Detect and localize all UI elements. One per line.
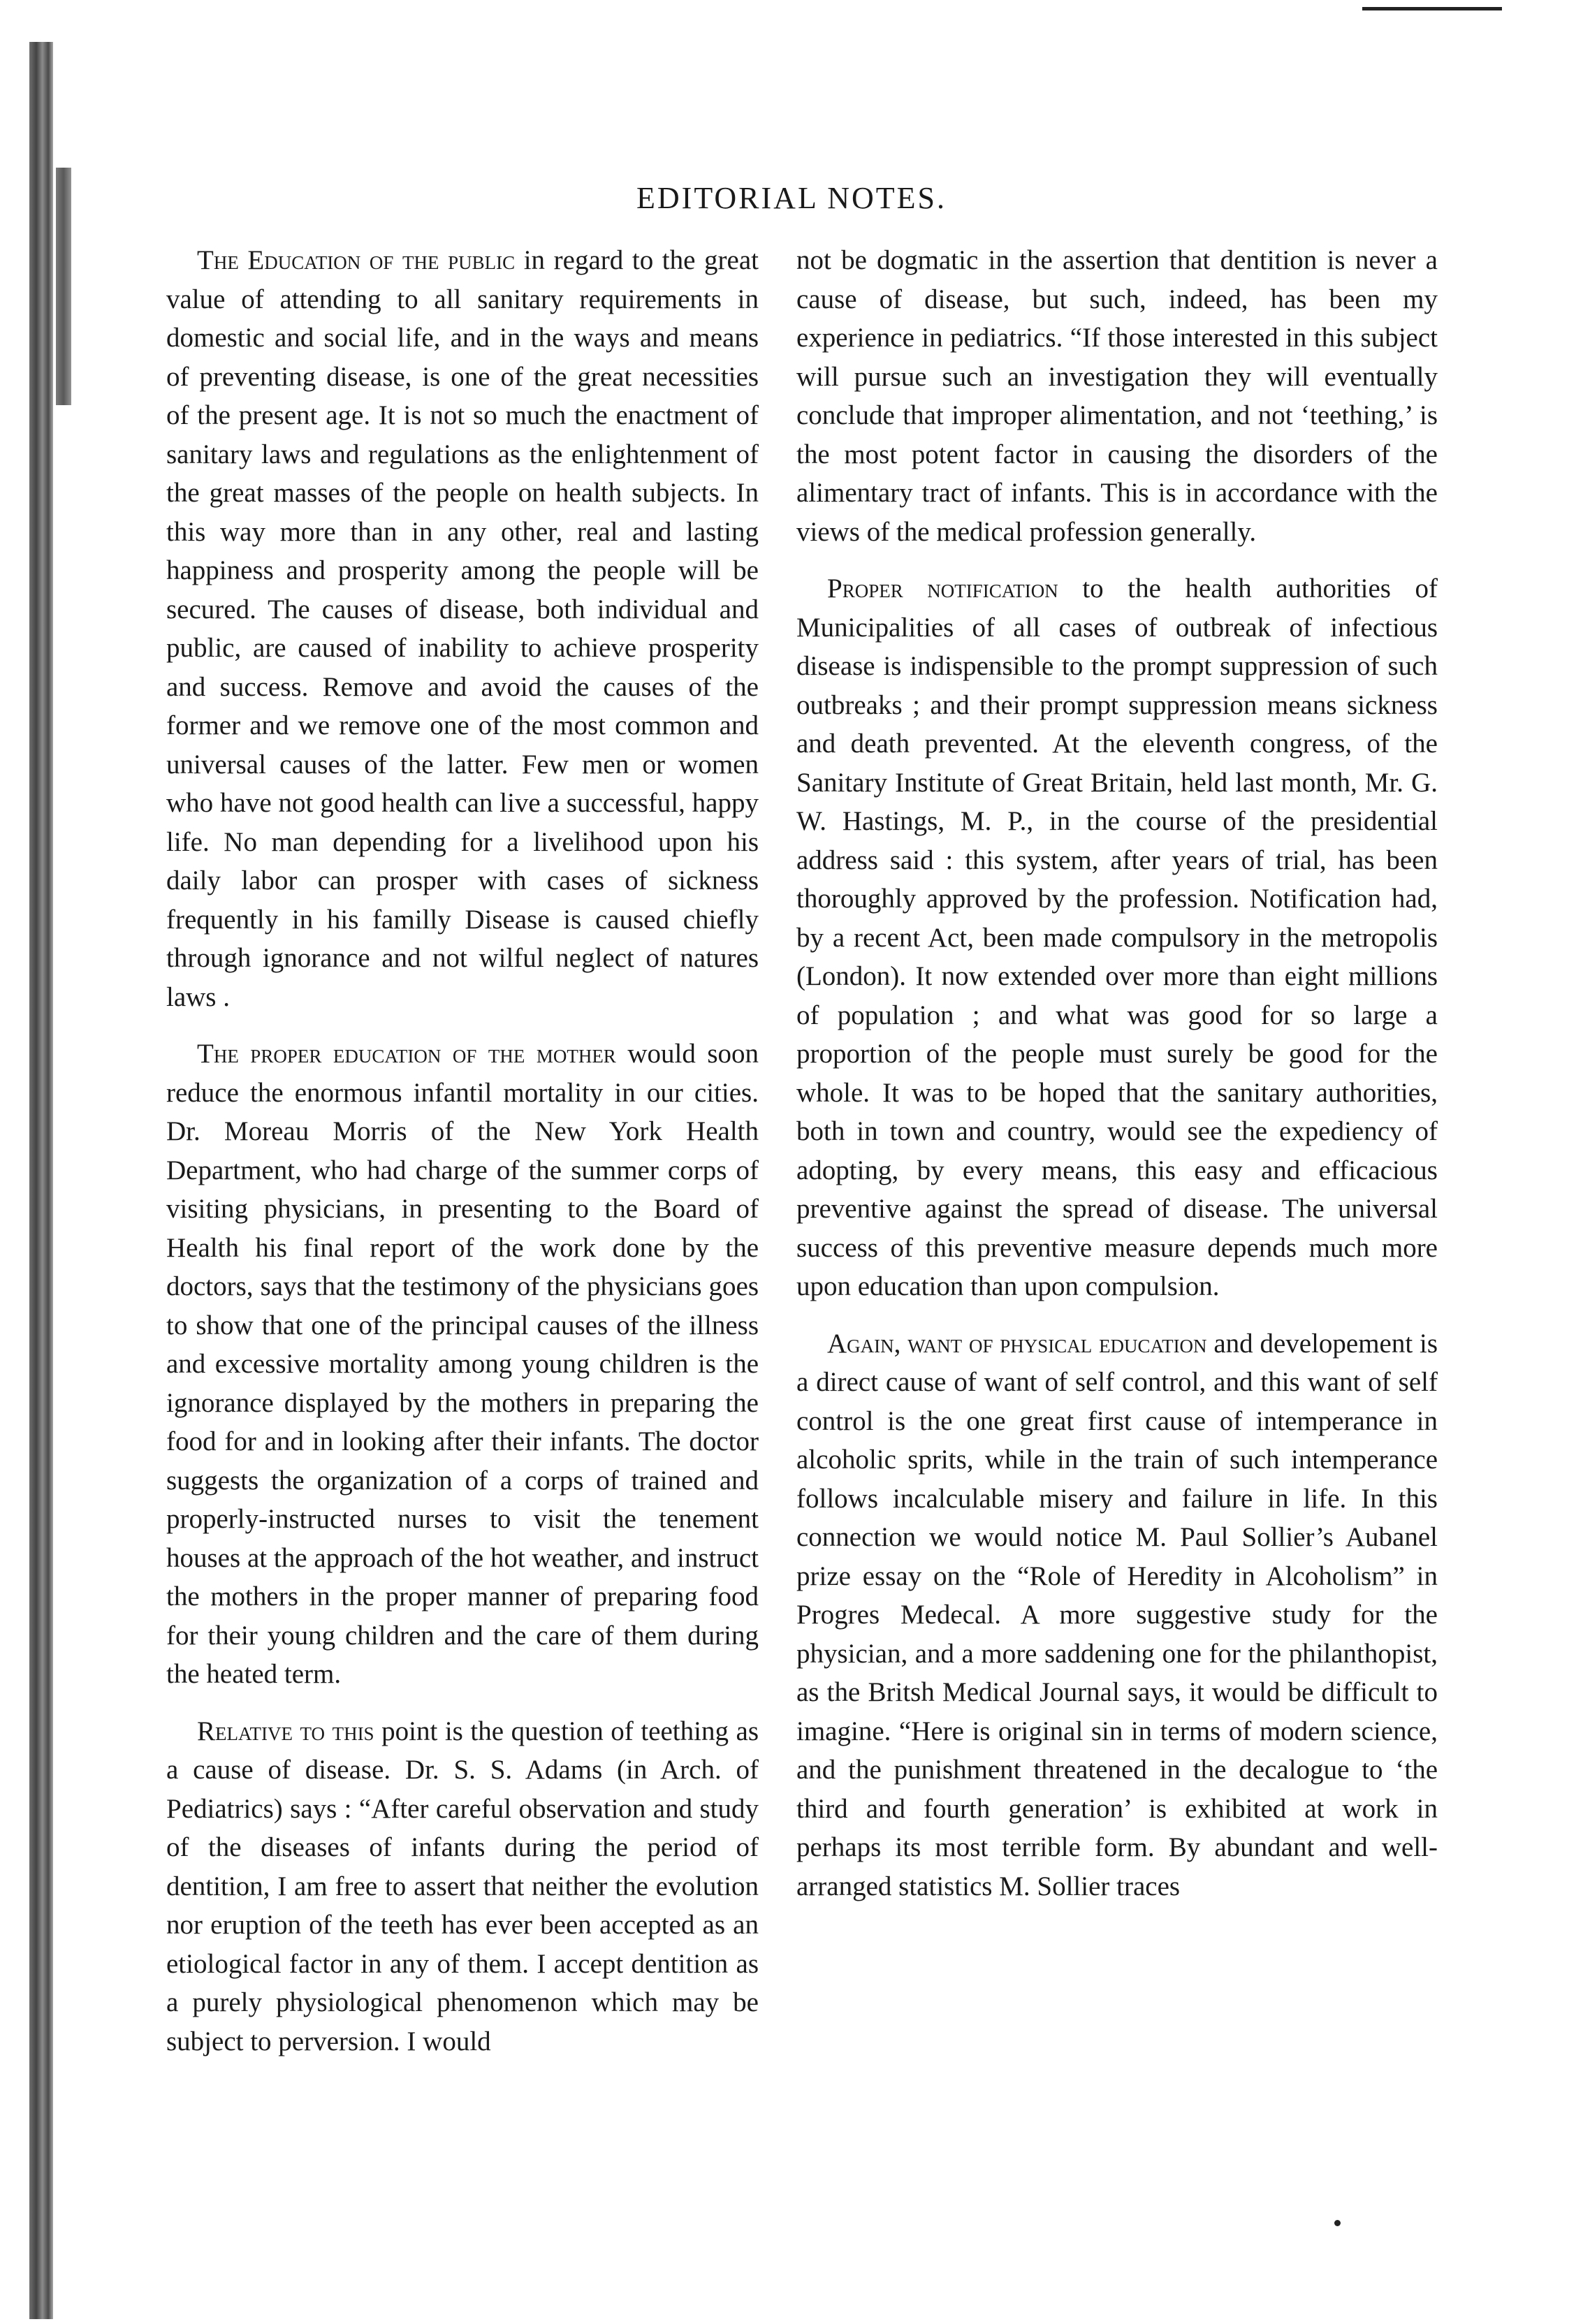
paragraph-lead: Proper notification bbox=[827, 573, 1058, 604]
paragraph-lead: The proper education of the mother bbox=[197, 1039, 616, 1069]
paragraph-text: in regard to the great value of attending to all sanitary requirements in domestic and social life, and in the ways and means of preventing disease, is one of the great necessities of the present age. It is not so much the enactment of sanitary laws and regulations as the enlightenment of the great masses of the people on health subjects. In this way more than in any other, real and lasting happiness and prosperity among the people will be secured. The causes of disease, both individual and public, are caused of inability to achieve prosperity and success. Remove and avoid the causes of the former and we remove one of the most common and universal causes of the latter. Few men or women who have not good health can live a successful, happy life. No man depending for a livelihood upon his daily labor can prosper with cases of sickness frequently in his familly Disease is caused chiefly through ignorance and not wilful neglect of natures laws . bbox=[166, 245, 759, 1012]
right-column bbox=[796, 241, 1438, 1924]
paragraph-text: not be dogmatic in the assertion that dentition is never a cause of disease, but such, indeed, has been my experience in pediatrics. “If those interested in this subject will pursue such an investigation they will eventually conclude that improper alimentation, and not ‘teething,’ is the most potent factor in causing the disorders of the alimentary tract of infants. This is in accordance with the views of the medical profession generally. bbox=[796, 245, 1438, 547]
paragraph-public-education bbox=[166, 241, 759, 1016]
paragraph-text: point is the question of teething as a cause of disease. Dr. S. S. Adams (in Arch. of Pediatrics) says : “After careful observation and study of the diseases of infants during the period of dentition, I am free to assert that neither the evolution nor eruption of the teeth has ever been accepted as an etiological factor in any of them. I accept dentition as a purely physiological phenomenon which may be subject to perversion. I would bbox=[166, 1716, 759, 2056]
page-title: EDITORIAL NOTES. bbox=[636, 181, 947, 215]
page-binding-edge bbox=[29, 42, 53, 2319]
top-rule bbox=[1362, 7, 1502, 10]
paragraph-mother-education bbox=[166, 1035, 759, 1694]
paragraph-lead: Again, want of physical education bbox=[827, 1328, 1207, 1359]
left-column bbox=[166, 241, 759, 2079]
paragraph-teething-continued bbox=[796, 241, 1438, 551]
paragraph-notification bbox=[796, 569, 1438, 1306]
paragraph-lead: The Education of the public bbox=[197, 245, 516, 275]
paragraph-text: to the health authorities of Municipalities of all cases of outbreak of infectious disease is indispensible to the prompt suppression of such outbreaks ; and their prompt suppression means sickness and death prevented. At the eleventh congress, of the Sanitary Institute of Great Britain, held last month, Mr. G. W. Hastings, M. P., in the course of the presidential address said : this system, after years of trial, has been thoroughly approved by the profession. Notification had, by a recent Act, been made compulsory in the metropolis (London). It now extended over more than eight millions of population ; and what was good for so large a proportion of the people must surely be good for the whole. It was to be hoped that the sanitary authorities, both in town and country, would see the expediency of adopting, by every means, this easy and efficacious preventive against the spread of disease. The universal success of this preventive measure depends much more upon education than upon compulsion. bbox=[796, 573, 1438, 1301]
paragraph-teething bbox=[166, 1712, 759, 2061]
paragraph-lead: Relative to this bbox=[197, 1716, 374, 1746]
paragraph-text: would soon reduce the enormous infantil mortality in our cities. Dr. Moreau Morris of the New York Health Department, who had charge of the summer corps of visiting physicians, in presenting to the Board of Health his final report of the work done by the doctors, says that the testimony of the physicians goes to show that one of the principal causes of the illness and excessive mortality among young children is the ignorance displayed by the mothers in preparing the food for and in looking after their infants. The doctor suggests the organization of a corps of trained and properly-instructed nurses to visit the tenement houses at the approach of the hot weather, and instruct the mothers in the proper manner of preparing food for their young children and the care of them during the heated term. bbox=[166, 1039, 759, 1689]
ink-speck bbox=[1334, 2220, 1341, 2226]
paragraph-text: and developement is a direct cause of want of self control, and this want of self control is the one great first cause of intemperance in alcoholic sprits, while in the train of such intemperance follows incalculable misery and failure in life. In this connection we would notice M. Paul Sollier’s Aubanel prize essay on the “Role of Heredity in Alcoholism” in Progres Medecal. A more suggestive study for the physician, and a more saddening one for the philanthopist, as the Britsh Medical Journal says, it would be difficult to imagine. “Here is original sin in terms of modern science, and the punishment threatened in the decalogue to ‘the third and fourth generation’ is exhibited at work in perhaps its most terrible form. By abundant and well-arranged statistics M. Sollier traces bbox=[796, 1328, 1438, 1901]
paragraph-physical-education bbox=[796, 1324, 1438, 1906]
